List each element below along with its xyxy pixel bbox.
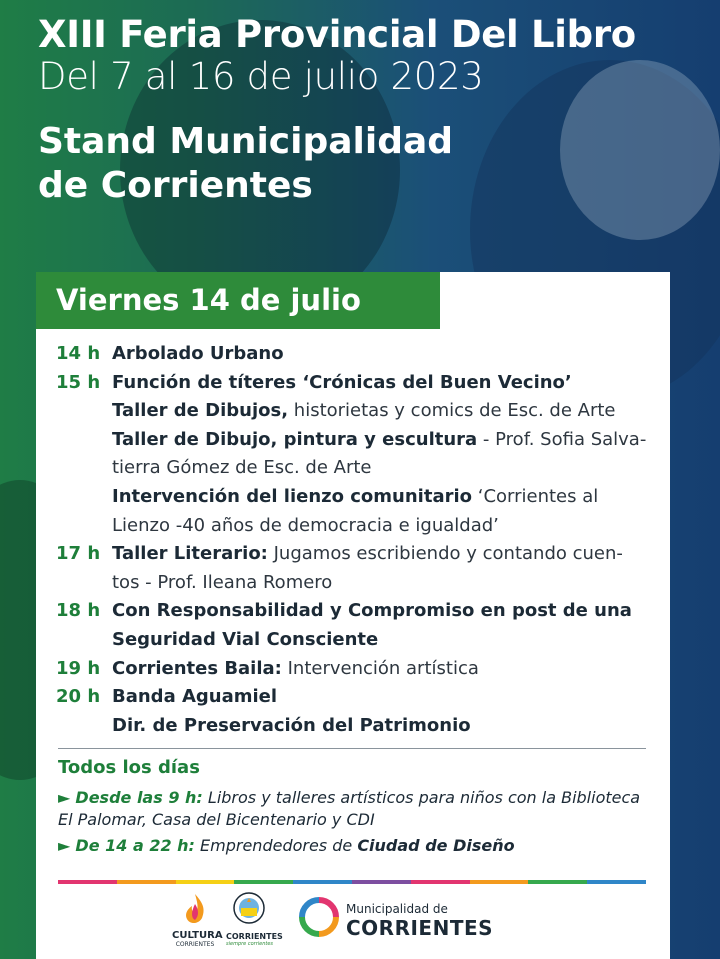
schedule-text [112, 711, 471, 740]
corrientes-seal-text: CORRIENTES [226, 932, 283, 941]
cultura-logo-subtext: CORRIENTES [175, 941, 215, 948]
schedule-hour: 20 h [56, 686, 101, 708]
schedule-bold: Taller Literario: [112, 543, 268, 565]
day-heading: Viernes 14 de julio [36, 272, 440, 329]
schedule-hour: 19 h [56, 657, 101, 679]
everyday-heading: Todos los días [58, 757, 200, 778]
stripe-segment [58, 880, 117, 884]
schedule-rest: tierra Gómez de Esc. de Arte [112, 457, 372, 479]
schedule-rest: historietas y comics de Esc. de Arte [288, 400, 616, 422]
stand-title [38, 120, 636, 208]
stripe-segment [293, 880, 352, 884]
schedule-bold: Función de títeres ‘Crónicas del Buen Vecino’ [112, 371, 572, 393]
schedule-text [112, 482, 598, 511]
schedule-bold: Seguridad Vial Consciente [112, 629, 379, 650]
schedule-hour: 17 h [56, 543, 101, 565]
everyday-item-1-cont: El Palomar, Casa del Bicentenario y CDI [58, 810, 375, 829]
schedule-rest: - Prof. Sofia Salva- [477, 428, 647, 450]
schedule-rest: tos - Prof. Ileana Romero [112, 571, 333, 593]
header [38, 14, 636, 208]
schedule-rest: Jugamos escribiendo y contando cuen- [267, 543, 623, 565]
stripe-segment [470, 880, 529, 884]
everyday-item-2-lead: De 14 a 22 h: [75, 836, 195, 855]
schedule-bold: Con Responsabilidad y Compromiso en post de una [112, 600, 632, 622]
muni-ring-icon [298, 896, 340, 938]
schedule-bold: Corrientes Baila: [112, 657, 282, 679]
schedule-text [112, 568, 332, 597]
cultura-logo [172, 892, 223, 948]
stand-title-line1: Stand Municipalidad [38, 121, 454, 162]
everyday-item-2 [58, 835, 515, 857]
color-stripe [58, 880, 646, 884]
stripe-segment [528, 880, 587, 884]
schedule-rest: Intervención artística [281, 657, 479, 679]
stripe-segment [587, 880, 646, 884]
arrow-icon: ► [58, 836, 71, 855]
schedule-bold: Arbolado Urbano [112, 343, 284, 364]
schedule-hour: 18 h [56, 600, 101, 622]
schedule-text [112, 682, 277, 711]
everyday-item-2-text: Emprendedores de [194, 836, 358, 855]
schedule-bold: Taller de Dibujos, [112, 400, 289, 422]
muni-logo-text: Municipalidad de [346, 902, 448, 916]
schedule-text [112, 625, 378, 654]
cultura-flame-icon [180, 892, 210, 926]
muni-logo-name: CORRIENTES [346, 916, 494, 940]
everyday-item-1 [58, 787, 640, 809]
fair-dates: Del 7 al 16 de julio 2023 [38, 55, 484, 98]
stripe-segment [176, 880, 235, 884]
seal-icon [232, 890, 266, 928]
arrow-icon: ► [58, 788, 71, 807]
schedule-bold: Dir. de Preservación del Patrimonio [112, 714, 471, 736]
schedule-text [112, 539, 623, 568]
schedule-hour: 15 h [56, 371, 101, 393]
corrientes-seal-subtext: siempre corrientes [226, 941, 274, 947]
schedule-rest: Lienzo -40 años de democracia e igualdad’ [112, 514, 499, 536]
schedule-rest: ‘Corrientes al [472, 486, 599, 507]
schedule-text [112, 396, 616, 425]
stripe-segment [411, 880, 470, 884]
divider [58, 748, 646, 749]
cultura-logo-text: CULTURA [172, 930, 223, 941]
schedule-text [112, 654, 479, 683]
stripe-segment [234, 880, 293, 884]
schedule-bold: Intervención del lienzo comunitario [112, 486, 472, 507]
everyday-item-1-lead: Desde las 9 h: [75, 788, 203, 807]
schedule-text [112, 339, 284, 368]
everyday-item-2-bold: Ciudad de Diseño [357, 836, 515, 855]
schedule-bold: Banda Aguamiel [112, 686, 278, 708]
schedule-text [112, 596, 632, 625]
everyday-item-1-text: Libros y talleres artísticos para niños con la Biblioteca [202, 788, 641, 807]
schedule-text [112, 511, 499, 540]
schedule-bold: Taller de Dibujo, pintura y escultura [112, 428, 478, 450]
schedule-text [112, 453, 372, 482]
fair-title: XIII Feria Provincial Del Libro [38, 13, 636, 56]
stripe-segment [117, 880, 176, 884]
schedule-hour: 14 h [56, 343, 101, 364]
schedule-text [112, 368, 572, 397]
stripe-segment [352, 880, 411, 884]
corrientes-seal-logo [226, 890, 283, 947]
stand-title-line2: de Corrientes [38, 165, 313, 206]
schedule-text [112, 425, 646, 454]
